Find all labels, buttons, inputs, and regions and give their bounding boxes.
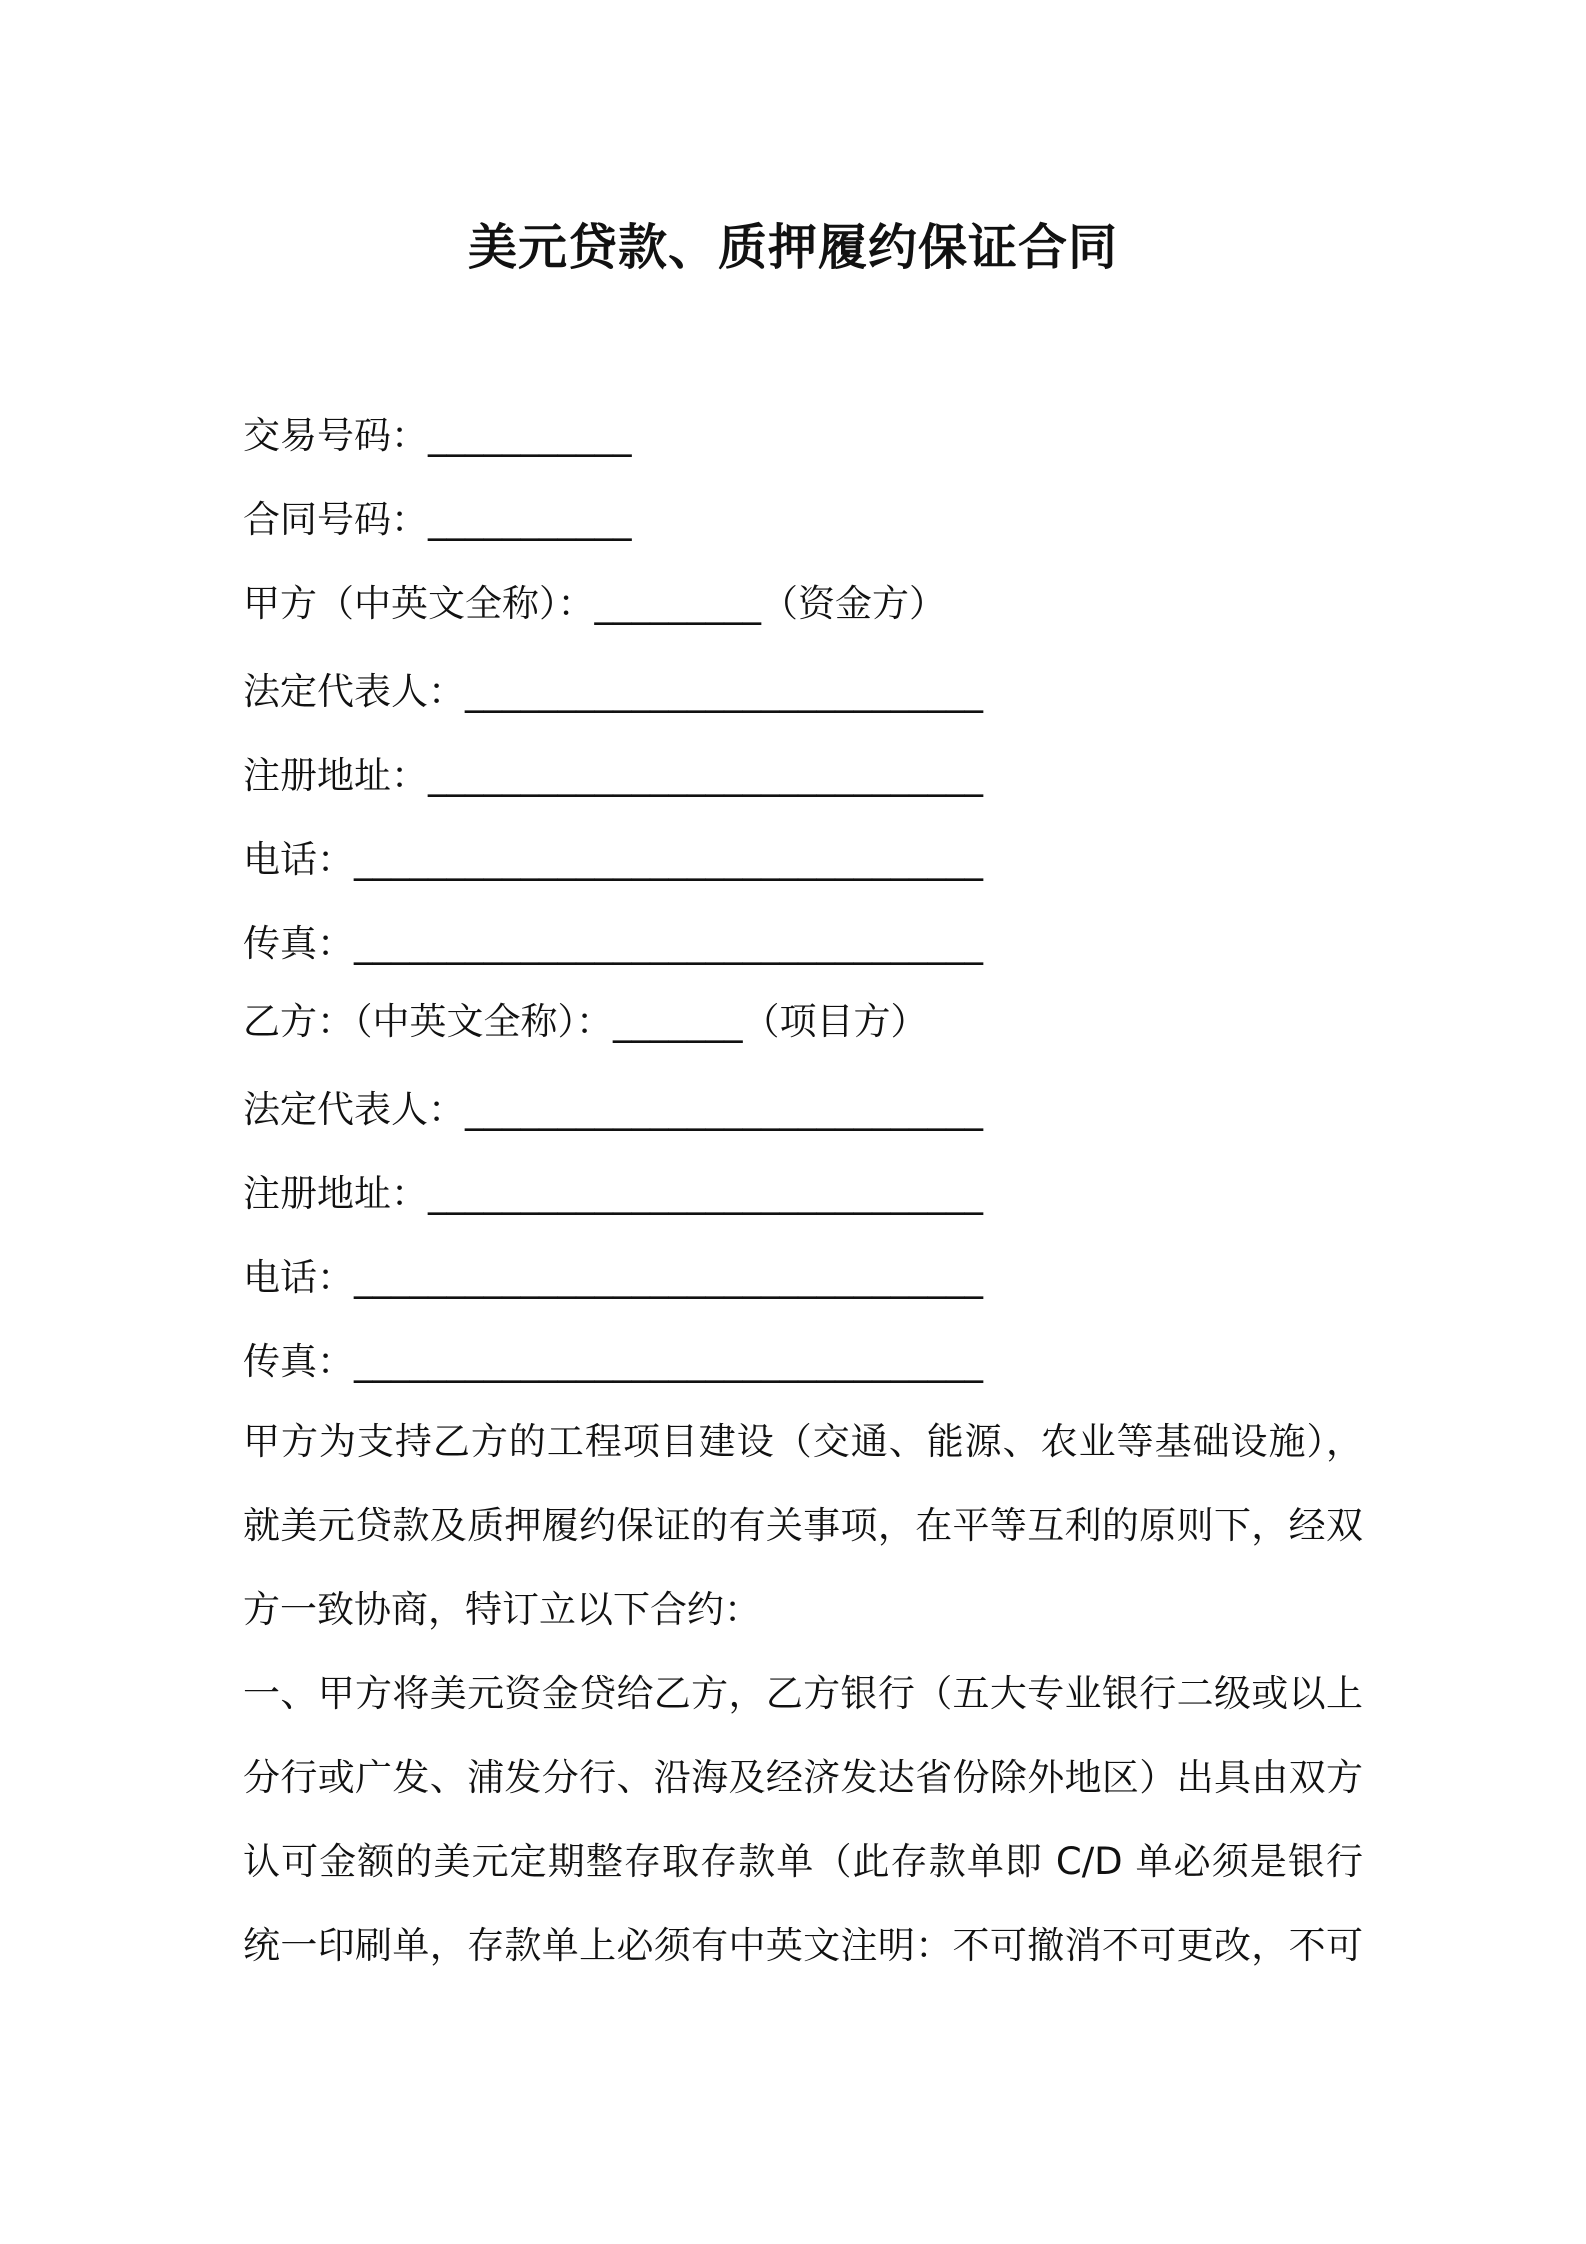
field-party-b-address: 注册地址：______________________________ (243, 1172, 983, 1215)
field-transaction-number: 交易号码：___________ (243, 414, 632, 457)
body-line-5: 分行或广发、浦发分行、沿海及经济发达省份除外地区）出具由双方 (243, 1756, 1363, 1799)
field-party-a-fax: 传真：__________________________________ (243, 922, 983, 965)
field-party-a-phone: 电话：__________________________________ (243, 838, 983, 881)
field-party-b-fax: 传真：__________________________________ (243, 1340, 983, 1383)
body-line-1: 甲方为支持乙方的工程项目建设（交通、能源、农业等基础设施）， (243, 1420, 1363, 1463)
body-line-7: 统一印刷单，存款单上必须有中英文注明：不可撤消不可更改，不可 (243, 1924, 1363, 1967)
body-line-2: 就美元贷款及质押履约保证的有关事项，在平等互利的原则下，经双 (243, 1504, 1363, 1547)
field-party-a-legal-rep: 法定代表人：____________________________ (243, 670, 983, 713)
field-party-b-name: 乙方：（中英文全称）：_______（项目方） (243, 1000, 928, 1043)
field-party-a-name: 甲方（中英文全称）：_________（资金方） (243, 582, 946, 625)
field-party-b-legal-rep: 法定代表人：____________________________ (243, 1088, 983, 1131)
field-party-a-address: 注册地址：______________________________ (243, 754, 983, 797)
body-line-3: 方一致协商，特订立以下合约： (243, 1588, 761, 1631)
body-line-4: 一、甲方将美元资金贷给乙方，乙方银行（五大专业银行二级或以上 (243, 1672, 1363, 1715)
field-contract-number: 合同号码：___________ (243, 498, 632, 541)
body-line-6: 认可金额的美元定期整存取存款单（此存款单即 C/D 单必须是银行 (243, 1840, 1363, 1883)
field-party-b-phone: 电话：__________________________________ (243, 1256, 983, 1299)
document-title: 美元贷款、质押履约保证合同 (467, 219, 1118, 276)
